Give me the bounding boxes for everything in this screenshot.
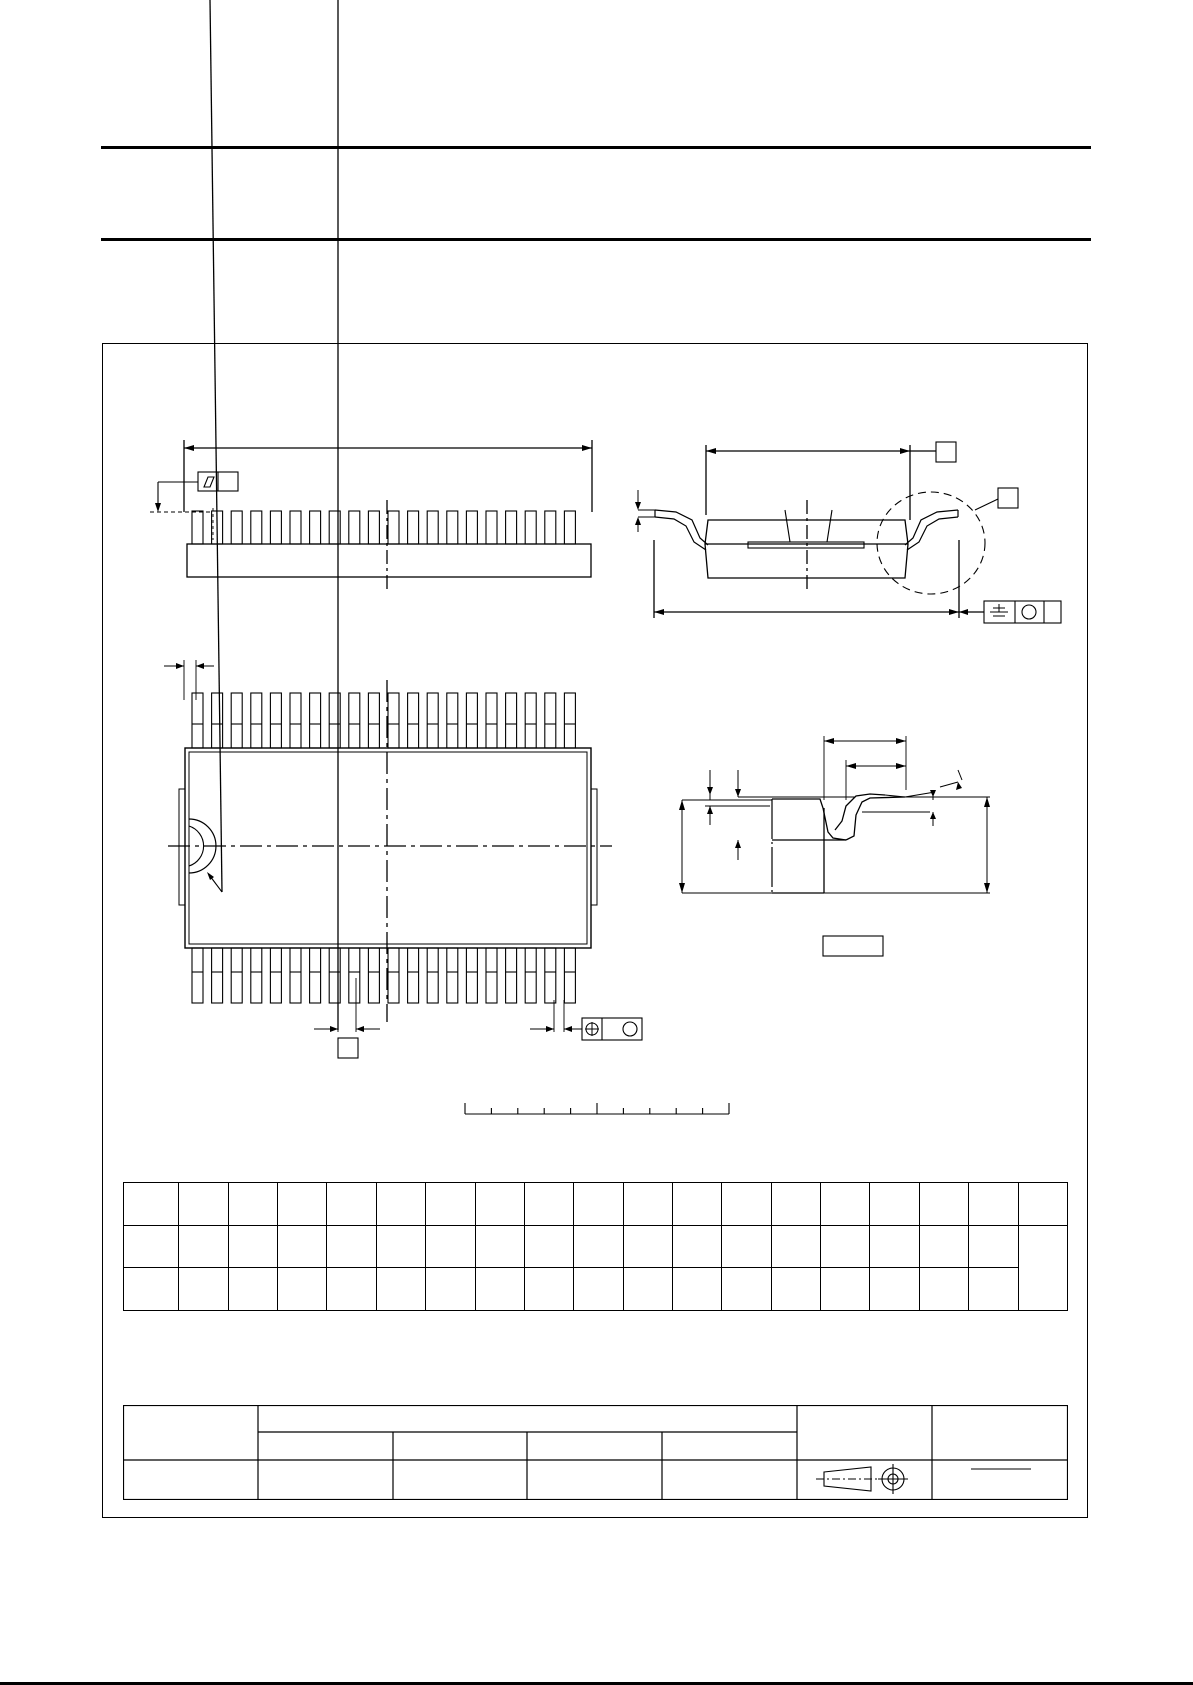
scale-bar (465, 1103, 729, 1114)
side-lead (290, 511, 301, 544)
side-lead (270, 511, 281, 544)
side-lead (564, 511, 575, 544)
side-lead (388, 511, 399, 544)
dimension-table-cell (426, 1225, 475, 1268)
side-lead (310, 511, 321, 544)
lead-top (506, 693, 517, 748)
dimension-table-cell (673, 1225, 722, 1268)
dimension-table-cell (969, 1268, 1018, 1311)
dimension-table-cell (623, 1225, 672, 1268)
dimension-table-row (124, 1225, 1068, 1268)
lead-top (310, 693, 321, 748)
dimension-table-row (124, 1183, 1068, 1226)
dimension-table-cell (475, 1183, 524, 1226)
dimension-table-cell (771, 1268, 820, 1311)
dimension-table-cell (124, 1268, 179, 1311)
dimension-table-cell (124, 1183, 179, 1226)
dimension-table-cell (574, 1225, 623, 1268)
side-view-leads (192, 511, 575, 544)
lead-bottom (427, 948, 438, 1003)
detail-x-view (679, 736, 990, 956)
dimension-table-cell (475, 1225, 524, 1268)
dimension-table-cell (574, 1268, 623, 1311)
dimension-table-cell (524, 1183, 573, 1226)
dimension-table-cell (771, 1183, 820, 1226)
lead-top (212, 693, 223, 748)
side-lead (349, 511, 360, 544)
lead-bottom (408, 948, 419, 1003)
dimension-table-cell (376, 1183, 425, 1226)
dimension-table-cell (327, 1183, 376, 1226)
dimension-table-cell (1018, 1225, 1067, 1310)
lead-bottom (466, 948, 477, 1003)
dimension-table-cell (771, 1225, 820, 1268)
lead-top (231, 693, 242, 748)
lead-bottom (290, 948, 301, 1003)
lead-top (349, 693, 360, 748)
lead-bottom (525, 948, 536, 1003)
side-lead (427, 511, 438, 544)
dimension-table-cell (919, 1268, 968, 1311)
lead-bottom (270, 948, 281, 1003)
dimension-table-cell (870, 1268, 919, 1311)
dimension-table-cell (327, 1268, 376, 1311)
dimension-table-cell (475, 1268, 524, 1311)
lead-bottom (192, 948, 203, 1003)
dimension-table-cell (278, 1183, 327, 1226)
dimension-table-cell (179, 1268, 228, 1311)
lead-top (545, 693, 556, 748)
side-lead (466, 511, 477, 544)
lead-bottom (506, 948, 517, 1003)
dimension-table-cell (278, 1268, 327, 1311)
side-lead (525, 511, 536, 544)
lead-top (466, 693, 477, 748)
dimension-table-row (124, 1268, 1068, 1311)
lead-bottom (310, 948, 321, 1003)
dimension-table-cell (228, 1183, 277, 1226)
lead-bottom (388, 948, 399, 1003)
lead-bottom (212, 948, 223, 1003)
lead-bottom (349, 948, 360, 1003)
dimension-table-cell (524, 1268, 573, 1311)
lead-top (270, 693, 281, 748)
side-lead (368, 511, 379, 544)
dimension-table-cell (919, 1183, 968, 1226)
side-lead (486, 511, 497, 544)
dimension-table-cell (376, 1268, 425, 1311)
dimension-table-cell (722, 1225, 771, 1268)
lead-bottom (368, 948, 379, 1003)
dimension-table-cell (673, 1268, 722, 1311)
dimension-table-cell (228, 1225, 277, 1268)
dimension-table-cell (722, 1183, 771, 1226)
lead-bottom (564, 948, 575, 1003)
dimension-table-cell (524, 1225, 573, 1268)
lead-top (251, 693, 262, 748)
projection-method-symbol (816, 1464, 908, 1494)
top-view-leads-bottom (192, 948, 575, 1003)
dimension-table-cell (821, 1268, 870, 1311)
dimension-table-cell (722, 1268, 771, 1311)
dimension-table-cell (278, 1225, 327, 1268)
dimension-table-cell (426, 1183, 475, 1226)
dimension-table-cell (969, 1183, 1018, 1226)
dimension-table (123, 1182, 1068, 1311)
side-lead (506, 511, 517, 544)
lead-top (192, 693, 203, 748)
dimension-table-cell (179, 1225, 228, 1268)
dimension-table-cell (870, 1225, 919, 1268)
side-lead (408, 511, 419, 544)
dimension-table-cell (426, 1268, 475, 1311)
dimension-table-cell (228, 1268, 277, 1311)
dimension-table-cell (623, 1268, 672, 1311)
dimension-table-cell (969, 1225, 1018, 1268)
side-lead (231, 511, 242, 544)
end-view (635, 442, 1061, 623)
lead-top (408, 693, 419, 748)
dimension-table-cell (574, 1183, 623, 1226)
dimension-table-cell (179, 1183, 228, 1226)
dimension-table-cell (376, 1225, 425, 1268)
dimension-table-cell (919, 1225, 968, 1268)
lead-top (290, 693, 301, 748)
dimension-table-cell (1018, 1183, 1067, 1226)
dimension-table-cell (673, 1183, 722, 1226)
lead-bottom (231, 948, 242, 1003)
lead-bottom (486, 948, 497, 1003)
side-lead (545, 511, 556, 544)
lead-top (525, 693, 536, 748)
side-lead (251, 511, 262, 544)
lead-bottom (545, 948, 556, 1003)
side-lead (192, 511, 203, 544)
top-view-leads-top (192, 693, 575, 748)
dimension-table-cell (327, 1225, 376, 1268)
dimension-table-cell (821, 1183, 870, 1226)
lead-top (427, 693, 438, 748)
lead-bottom (447, 948, 458, 1003)
dimension-table-cell (870, 1183, 919, 1226)
top-view (164, 0, 642, 1058)
dimension-table-cell (124, 1225, 179, 1268)
lead-top (388, 693, 399, 748)
lead-top (564, 693, 575, 748)
dimension-table-cell (623, 1183, 672, 1226)
lead-top (447, 693, 458, 748)
lead-bottom (251, 948, 262, 1003)
lead-top (368, 693, 379, 748)
lead-top (486, 693, 497, 748)
side-lead (447, 511, 458, 544)
dimension-table-cell (821, 1225, 870, 1268)
issue-table (123, 1405, 1068, 1500)
